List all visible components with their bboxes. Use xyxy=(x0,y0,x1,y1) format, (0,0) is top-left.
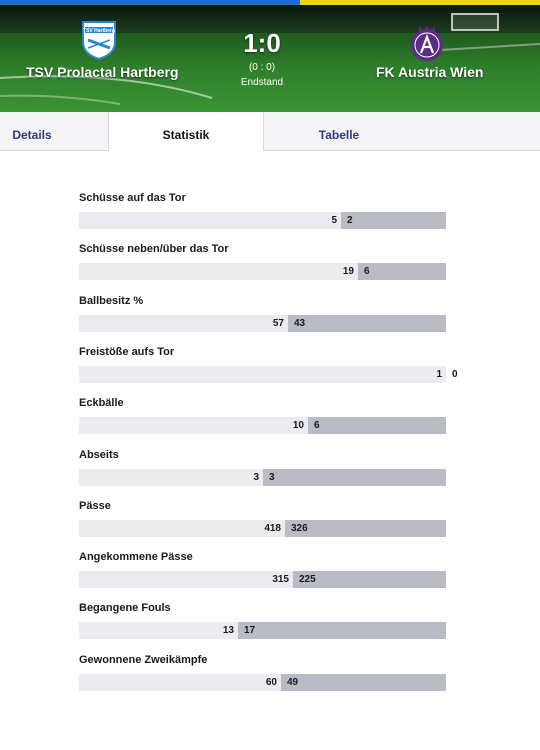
home-value: 3 xyxy=(253,471,259,483)
away-bar-fill xyxy=(281,674,446,691)
away-value: 49 xyxy=(287,676,299,688)
away-value: 43 xyxy=(294,317,306,329)
tab-tabelle[interactable]: Tabelle xyxy=(318,128,360,142)
stat-row xyxy=(79,253,446,329)
home-value: 5 xyxy=(331,215,337,226)
home-value: 10 xyxy=(292,420,304,432)
stat-label: Schüsse neben/über das Tor xyxy=(79,243,229,256)
stat-label: Pässe xyxy=(79,499,111,512)
stat-label: Ballbesitz % xyxy=(79,294,144,307)
halftime-score: (0 : 0) xyxy=(248,62,276,73)
stat-row xyxy=(79,150,446,226)
statistics-list xyxy=(0,150,540,750)
stat-label: Abseits xyxy=(79,448,119,461)
stat-row xyxy=(79,304,458,380)
stat-label: Eckbälle xyxy=(79,397,124,410)
home-value: 315 xyxy=(272,574,289,586)
stat-bar xyxy=(79,674,446,691)
stat-row xyxy=(79,509,446,586)
stat-label: Schüsse auf das Tor xyxy=(79,192,186,204)
away-value: 2 xyxy=(347,215,353,226)
away-value: 326 xyxy=(291,522,308,534)
home-value: 418 xyxy=(264,522,281,534)
match-header xyxy=(0,0,540,112)
tab-bar xyxy=(0,112,540,151)
away-value: 17 xyxy=(244,625,256,637)
tab-details[interactable]: Details xyxy=(12,128,52,142)
austria-wien-crest-icon xyxy=(408,26,446,64)
home-value: 1 xyxy=(436,368,442,380)
stat-label: Begangene Fouls xyxy=(79,602,171,615)
match-status: Endstand xyxy=(240,77,284,88)
away-value: 6 xyxy=(314,420,320,432)
away-value: 0 xyxy=(452,368,458,380)
stat-row xyxy=(79,458,446,534)
home-crest-text: TSV Hartberg xyxy=(83,28,115,34)
away-value: 6 xyxy=(364,266,370,278)
stat-label: Gewonnene Zweikämpfe xyxy=(79,653,208,666)
stat-row xyxy=(79,355,446,432)
home-value: 60 xyxy=(265,676,277,688)
match-score: 1:0 xyxy=(243,28,281,58)
tsv-hartberg-crest-icon xyxy=(80,18,118,60)
home-value: 57 xyxy=(272,317,284,329)
stat-row xyxy=(79,612,446,688)
stat-label: Freistöße aufs Tor xyxy=(79,345,175,358)
tab-statistik[interactable]: Statistik xyxy=(108,112,264,151)
home-value: 13 xyxy=(222,625,234,637)
stat-row xyxy=(79,407,446,483)
home-value: 19 xyxy=(342,266,354,278)
away-value: 225 xyxy=(299,574,316,586)
stat-row xyxy=(79,560,446,637)
stat-row xyxy=(79,201,446,278)
stat-label: Angekommene Pässe xyxy=(79,551,193,564)
away-team-name: FK Austria Wien xyxy=(376,64,484,80)
away-value: 3 xyxy=(269,471,275,483)
home-team-name: TSV Prolactal Hartberg xyxy=(26,64,179,80)
